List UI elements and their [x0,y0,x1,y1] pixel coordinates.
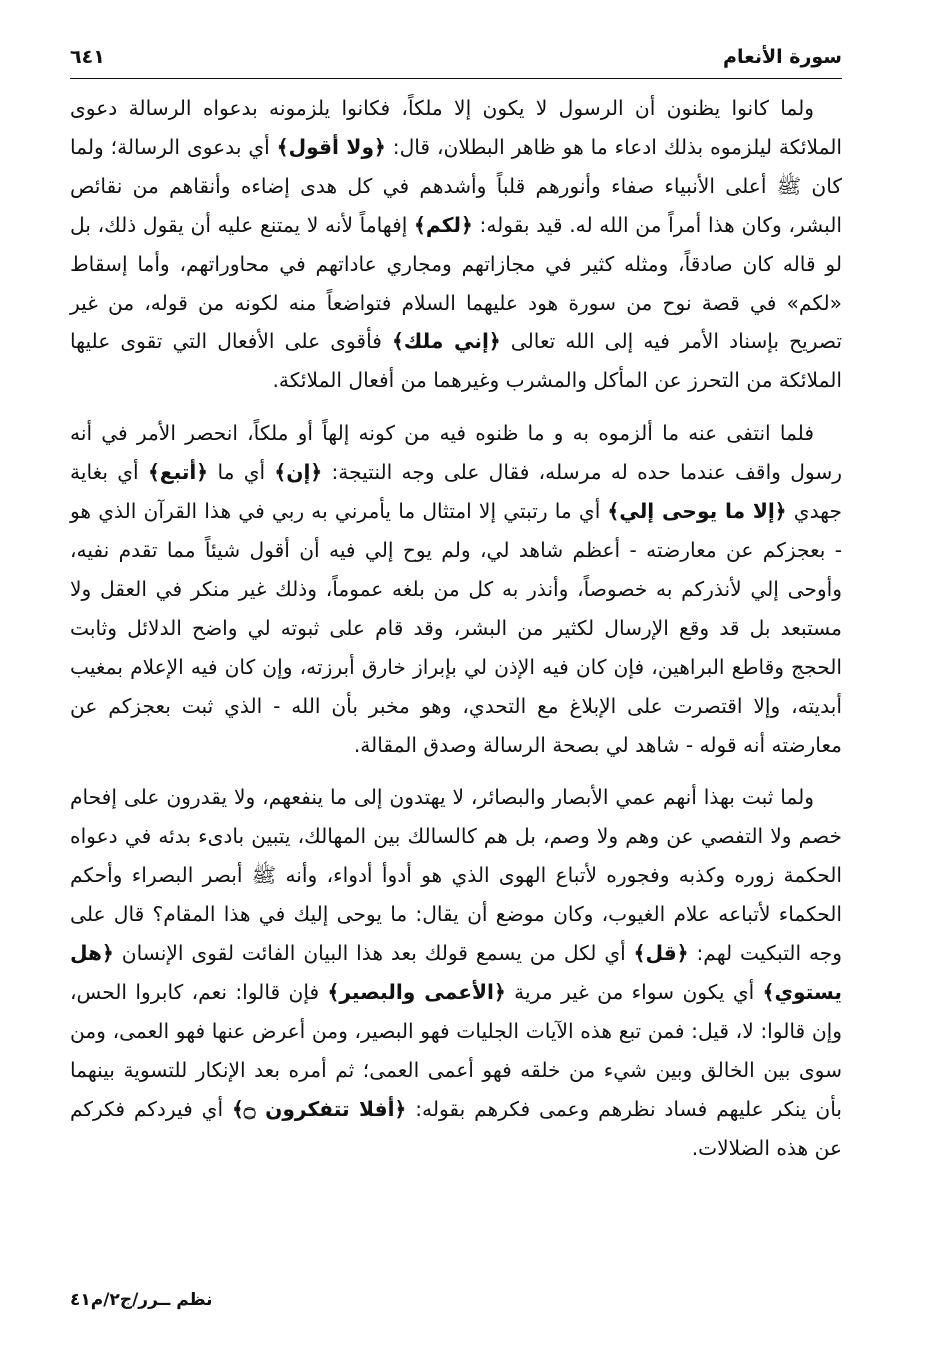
page-body [70,89,842,1167]
paragraph-3 [70,778,842,1167]
quran-quote: ﴿إلا ما يوحى إلي﴾ [607,499,787,524]
text-segment: أي ما رتبتي إلا امتثال ما يأمرني به ربي في هذا القرآن الذي هو - بعجزكم عن معارضته - أعظم شاهد لي، ولم يوح إلي فيه أن أقول شيئاً مما تقدم نفيه، وأوحى إلي لأنذركم به خصوصاً، وأنذر به كل من بلغه عموماً، وذلك غير منكر في العقل ولا مستبعد بل قد وقع الإرسال لكثير من البشر، وقد قام على ثبوته لي واضح الدلائل وثابت الحجج وقاطع البراهين، فإن كان فيه الإذن لي بإبراز خارق أبرزته، وإن كان فيه الإعلام بمغيب أبديته، وإلا اقتصرت على الإبلاغ مع التحدي، وهو مخبر بأن الله - الذي ثبت بعجزكم عن معارضته أنه قوله - شاهد لي بصحة الرسالة وصدق المقالة. [70,499,842,757]
quran-quote: ﴿إني ملك﴾ [391,329,501,354]
text-segment: فأقوى على الأفعال التي تقوى عليها الملائكة من التحرز عن المأكل والمشرب وغيرهما من أفعال الملائكة. [70,329,842,393]
text-segment: فلما انتفى عنه ما ألزموه به و ما ظنوه فيه من كونه إلهاً أو ملكاً، انحصر الأمر في أنه رسول واقف عندما حده له مرسله، فقال على وجه النتيجة: [70,421,842,485]
page-number: ٦٤١ [70,46,105,68]
quran-quote: ﴿إن﴾ [274,460,323,485]
quran-quote: ﴿أتبع﴾ [147,460,209,485]
footer-signature: نظم ــرر/ج٢/م٤١ [70,1290,213,1310]
text-segment: أي فيردكم فكركم عن هذه الضلالات. [70,1096,842,1160]
text-segment: أي بغاية جهدي [70,460,842,524]
text-segment: ولما ثبت بهذا أنهم عمي الأبصار والبصائر، لا يهتدون إلى ما ينفعهم، ولا يقدرون على إفحام خصم ولا التفصي عن وهم ولا وصم، بل هم كالسالك بين المهالك، يتبين بادىء بدئه في دعواه الحكمة زوره وكذبه وفجوره لأتباع الهوى الذي هو أدوأ أدواء، وأنه ﷺ أبصر البصراء وأحكم الحكماء لأتباعه علام الغيوب، وكان موضع أن يقال: ما يوحى إليك في هذا المقام؟ قال على وجه التبكيت لهم: [70,785,842,966]
quran-quote: ﴿هل يستوي﴾ [70,941,842,1004]
text-segment: أي يكون سواء من غير مرية [505,979,763,1004]
quran-quote: ﴿أفلا تتفكرون ۝﴾ [231,1096,407,1121]
text-segment: فإن قالوا: نعم، كابروا الحس، وإن قالوا: لا، قيل: فمن تبع هذه الآيات الجليات فهو البصير، ومن أعرض عنها فهو العمى، ومن سوى بين الخالق وبين شيء من خلقه فهو أعمى العمى؛ ثم أمره بعد الإنكار للتسوية بينهما بأن ينكر عليهم فساد نظرهم وعمى فكرهم بقوله: [70,979,843,1121]
paragraph-1 [70,89,842,400]
text-segment: أي بدعوى الرسالة؛ ولما كان ﷺ أعلى الأنبياء صفاء وأنورهم قلباً وأشدهم في كل هدى إضاءه وأنقاهم من نقائص البشر، وكان هذا أمراً من الله له. قيد بقوله: [70,134,842,237]
text-segment: ولما كانوا يظنون أن الرسول لا يكون إلا ملكاً، فكانوا يلزمونه بدعواه الرسالة دعوى الملائكة ليلزموه بذلك ادعاء ما هو ظاهر البطلان، قال: [70,96,843,159]
quran-quote: ﴿قل﴾ [633,941,689,966]
quran-quote: ﴿الأعمى والبصير﴾ [327,979,506,1004]
text-segment: أي ما [208,460,275,485]
quran-quote: ﴿ولا أقول﴾ [276,134,386,159]
paragraph-2 [70,414,842,764]
surah-title: سورة الأنعام [723,46,842,68]
book-page [70,40,842,1330]
text-segment: إفهاماً لأنه لا يمتنع عليه أن يقول ذلك، بل لو قاله كان صادقاً، ومثله كثير في مجازاتهم ومجاري عاداتهم في محاوراتهم، وأما إسقاط «لكم» في قصة نوح من سورة هود عليهما السلام فتواضعاً منه لكونه من قوله، من غير تصريح بإسناد الأمر فيه إلى الله تعالى [70,212,842,354]
quran-quote: ﴿لكم﴾ [414,212,473,237]
text-segment: أي لكل من يسمع قولك بعد هذا البيان الفائت لقوى الإنسان [113,941,634,966]
page-header [70,40,842,79]
